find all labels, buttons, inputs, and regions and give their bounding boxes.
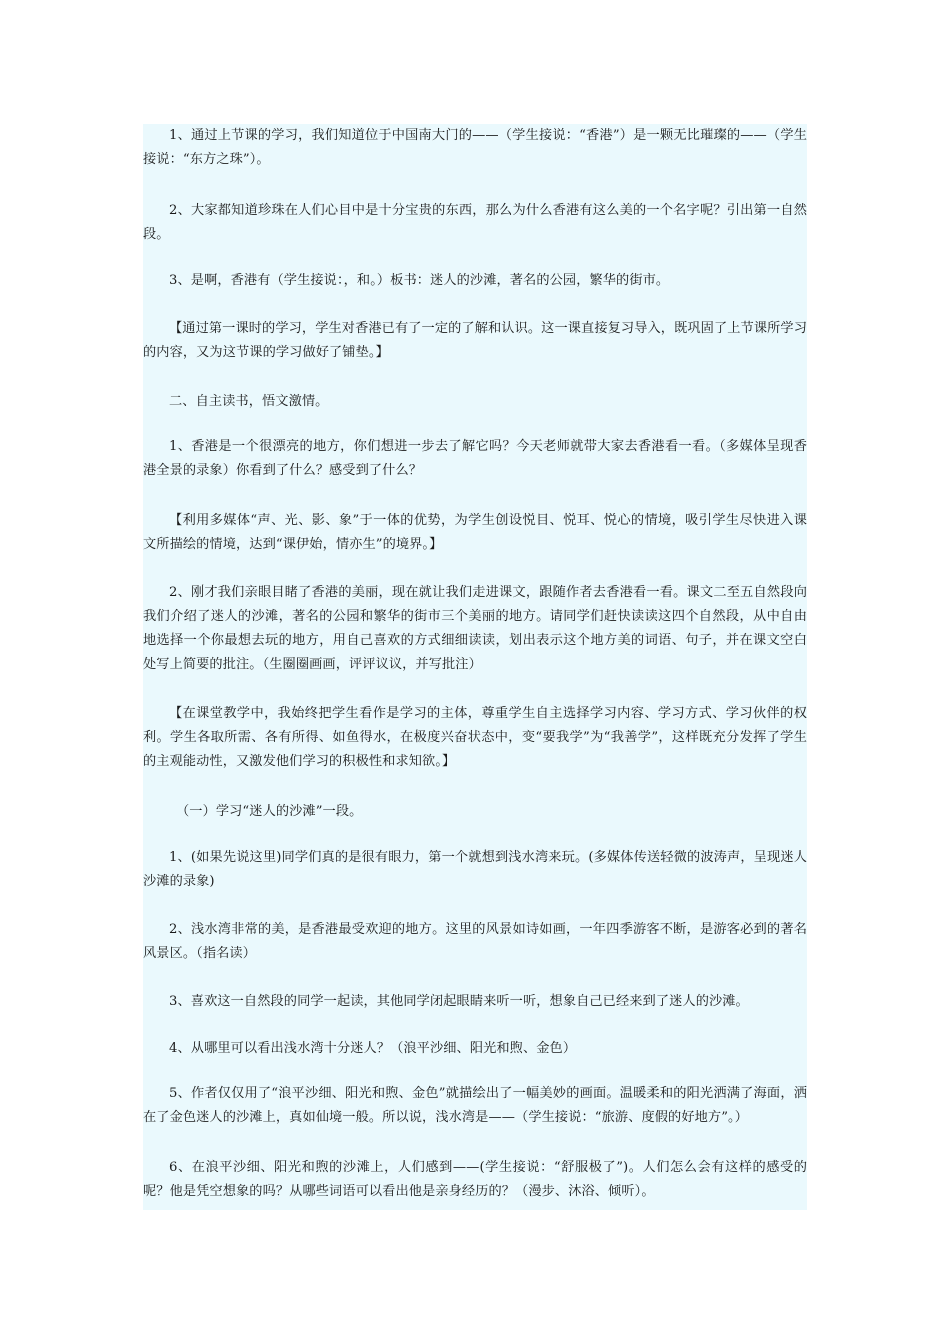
paragraph-3: 3、是啊，香港有（学生接说：，和。）板书：迷人的沙滩，著名的公园，繁华的街市。 xyxy=(169,273,670,288)
paragraph-6: 1、(如果先说这里)同学们真的是很有眼力，第一个就想到浅水湾来玩。(多媒体传送轻微的波涛声，呈现迷人沙滩的录象) xyxy=(143,850,807,889)
paragraph-4: 1、香港是一个很漂亮的地方，你们想进一步去了解它吗？今天老师就带大家去香港看一看。（多媒体呈现香港全景的录象）你看到了什么？感受到了什么？ xyxy=(143,439,807,478)
paragraph-5: 2、刚才我们亲眼目睹了香港的美丽，现在就让我们走进课文，跟随作者去香港看一看。课文二至五自然段向我们介绍了迷人的沙滩，著名的公园和繁华的街市三个美丽的地方。请同学们赶快读读这四个自然段，从中自由地选择一个你最想去玩的地方，用自己喜欢的方式细细读读，划出表示这个地方美的词语、句子，并在课文空白处写上简要的批注。（生圈圈画画，评评议议，并写批注） xyxy=(143,585,807,672)
paragraph-7: 2、浅水湾非常的美，是香港最受欢迎的地方。这里的风景如诗如画，一年四季游客不断，是游客必到的著名风景区。（指名读） xyxy=(143,922,807,961)
comment-paragraph-3: 【在课堂教学中，我始终把学生看作是学习的主体，尊重学生自主选择学习内容、学习方式、学习伙伴的权利。学生各取所需、各有所得、如鱼得水，在极度兴奋状态中，变“要我学”为“我善学”，这样既充分发挥了学生的主观能动性，又激发他们学习的积极性和求知欲。】 xyxy=(143,706,807,769)
section-heading-2: 二、自主读书，悟文激情。 xyxy=(169,394,329,409)
document-body xyxy=(143,124,807,1210)
paragraph-10: 5、作者仅仅用了“浪平沙细、阳光和煦、金色”就描绘出了一幅美妙的画面。温暖柔和的阳光洒满了海面，洒在了金色迷人的沙滩上，真如仙境一般。所以说，浅水湾是——（学生接说：“旅游、度假的好地方”。） xyxy=(143,1086,807,1125)
paragraph-9: 4、从哪里可以看出浅水湾十分迷人？（浪平沙细、阳光和煦、金色） xyxy=(169,1041,577,1056)
paragraph-8: 3、喜欢这一自然段的同学一起读，其他同学闭起眼睛来听一听，想象自己已经来到了迷人的沙滩。 xyxy=(169,994,749,1009)
paragraph-1: 1、通过上节课的学习，我们知道位于中国南大门的——（学生接说：“香港”）是一颗无比璀璨的——（学生接说：“东方之珠”）。 xyxy=(143,128,807,167)
paragraph-11: 6、在浪平沙细、阳光和煦的沙滩上，人们感到——(学生接说：“舒服极了”)。人们怎么会有这样的感受的呢？他是凭空想象的吗？从哪些词语可以看出他是亲身经历的？（漫步、沐浴、倾听）。 xyxy=(143,1160,807,1199)
comment-paragraph-1: 【通过第一课时的学习，学生对香港已有了一定的了解和认识。这一课直接复习导入，既巩固了上节课所学习的内容，又为这节课的学习做好了铺垫。】 xyxy=(143,321,807,360)
comment-paragraph-2: 【利用多媒体“声、光、影、象”于一体的优势，为学生创设悦目、悦耳、悦心的情境，吸引学生尽快进入课文所描绘的情境，达到“课伊始，情亦生”的境界。】 xyxy=(143,513,807,552)
paragraph-2: 2、大家都知道珍珠在人们心目中是十分宝贵的东西，那么为什么香港有这么美的一个名字呢？引出第一自然段。 xyxy=(143,203,807,242)
subsection-heading-1: （一）学习“迷人的沙滩”一段。 xyxy=(176,804,363,819)
